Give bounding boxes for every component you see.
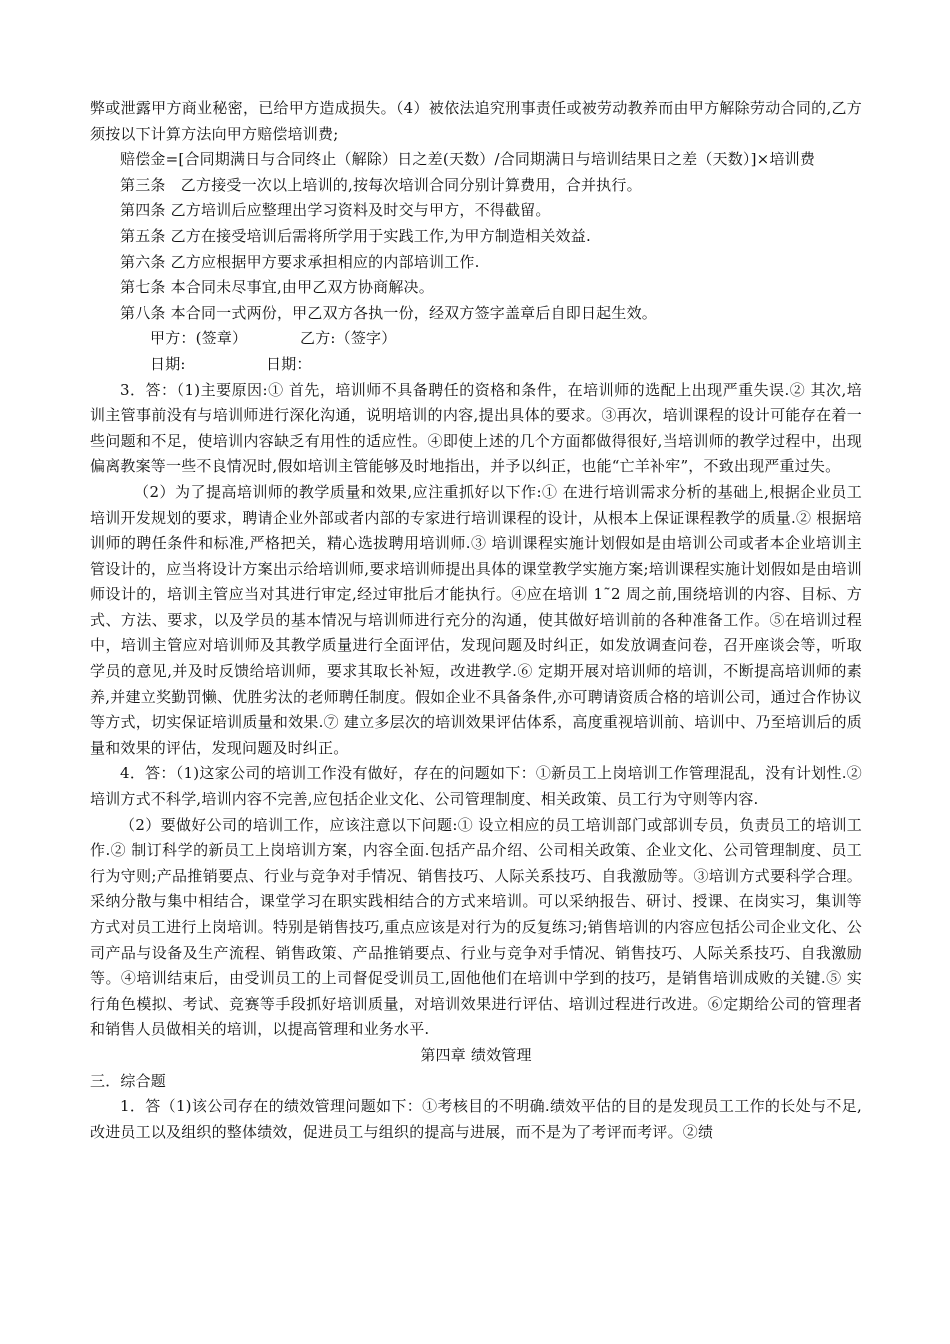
- answer-3-part-2: （2）为了提高培训师的教学质量和效果,应注重抓好以下作:① 在进行培训需求分析的基础上,根据企业员工培训开发规划的要求，聘请企业外部或者内部的专家进行培训课程的设计，从根本上保证课程教学的质量.② 根据培训师的聘任条件和标准,严格把关，精心选拔聘用培训师.③ 培训课程实施计划假如是由培训公司或者本企业培训主管设计的，应当将设计方案出示给培训师,要求培训师提出具体的课堂教学实施方案;培训课程实施计划假如是由培训师设计的，培训主管应当对其进行审定,经过审批后才能执行。④应在培训 1˜2 周之前,围绕培训的内容、目标、方式、方法、要求，以及学员的基本情况与培训师进行充分的沟通，使其做好培训前的各种准备工作。⑤在培训过程中，培训主管应对培训师及其教学质量进行全面评估，发现问题及时纠正，如发放调查问卷，召开座谈会等，听取学员的意见,并及时反馈给培训师，要求其取长补短，改进教学.⑥ 定期开展对培训师的培训，不断提高培训师的素养,并建立奖勤罚懒、优胜劣汰的老师聘任制度。假如企业不具备条件,亦可聘请资质合格的培训公司，通过合作协议等方式，切实保证培训质量和效果.⑦ 建立多层次的培训效果评估体系，高度重视培训前、培训中、乃至培训后的质量和效果的评估，发现问题及时纠正。: [90, 482, 862, 757]
- party-b-date: 日期：: [266, 354, 312, 373]
- answer-1-performance: 1．答（1)该公司存在的绩效管理问题如下：①考核目的不明确.绩效平估的目的是发现员工工作的长处与不足,改进员工以及组织的整体绩效，促进员工与组织的提高与进展，而不是为了考评而考评。②绩: [90, 1097, 862, 1141]
- article-4: 第四条 乙方培训后应整理出学习资料及时交与甲方，不得截留。: [120, 201, 551, 220]
- article-7: 第七条 本合同未尽事宜,由甲乙双方协商解决。: [120, 278, 434, 297]
- party-a-signature: 甲方：(签章）: [150, 329, 248, 348]
- section-heading: 三．综合题: [90, 1071, 167, 1090]
- paragraph-continuation: 弊或泄露甲方商业秘密，已给甲方造成损失。（4）被依法追究刑事责任或被劳动教养而由甲方解除劳动合同的,乙方须按以下计算方法向甲方赔偿培训费;: [90, 99, 862, 143]
- signature-line: [90, 326, 862, 352]
- answer-4-part-2: （2）要做好公司的培训工作，应该注意以下问题:① 设立相应的员工培训部门或部训专员，负责员工的培训工作.② 制订科学的新员工上岗培训方案，内容全面.包括产品介绍、公司相关政策、企业文化、公司管理制度、员工行为守则;产品推销要点、行业与竞争对手情况、销售技巧、人际关系技巧、自我激励等。③培训方式要科学合理。采纳分散与集中相结合，课堂学习在职实践相结合的方式来培训。可以采纳报告、研讨、授课、在岗实习，集训等方式对员工进行上岗培训。特别是销售技巧,重点应该是对行为的反复练习;销售培训的内容应包括公司企业文化、公司产品与设备及生产流程、销售政策、产品推销要点、行业与竞争对手情况、销售技巧、人际关系技巧、自我激励等。④培训结束后，由受训员工的上司督促受训员工,固他他们在培训中学到的技巧，是销售培训成败的关键.⑤ 实行角色模拟、考试、竞赛等手段抓好培训质量，对培训效果进行评估、培训过程进行改进。⑥定期给公司的管理者和销售人员做相关的培训，以提高管理和业务水平.: [90, 815, 862, 1039]
- article-3: 第三条 乙方接受一次以上培训的,按每次培训合同分别计算费用，合并执行。: [120, 175, 642, 194]
- chapter-title: 第四章 绩效管理: [420, 1045, 532, 1064]
- answer-4-part-1: 4．答：（1)这家公司的培训工作没有做好，存在的问题如下：①新员工上岗培训工作管理混乱，没有计划性.② 培训方式不科学,培训内容不完善,应包括企业文化、公司管理制度、相关政策、员工行为守则等内容.: [90, 764, 862, 809]
- article-5: 第五条 乙方在接受培训后需将所学用于实践工作,为甲方制造相关效益.: [120, 226, 591, 245]
- party-a-date: 日期:: [150, 354, 186, 373]
- party-b-signature: 乙方:（签字）: [300, 329, 397, 348]
- compensation-formula: 赔偿金=[合同期满日与合同终止（解除）日之差(天数）/合同期满日与培训结果日之差（天数）]×培训费: [120, 150, 816, 169]
- article-8: 第八条 本合同一式两份，甲乙双方各执一份，经双方签字盖章后自即日起生效。: [120, 303, 657, 322]
- article-6: 第六条 乙方应根据甲方要求承担相应的内部培训工作.: [120, 252, 480, 271]
- date-line: [90, 352, 862, 378]
- document-page: [90, 96, 862, 1145]
- answer-3-part-1: 3．答：（1)主要原因:① 首先，培训师不具备聘任的资格和条件，在培训师的选配上出现严重失误.② 其次,培训主管事前没有与培训师进行深化沟通，说明培训的内容,提出具体的要求。③再次，培训课程的设计可能存在着一些问题和不足，使培训内容缺乏有用性的适应性。④即使上述的几个方面都做得很好,当培训师的教学过程中，出现偏离教案等一些不良情况时,假如培训主管能够及时地指出，并予以纠正，也能“亡羊补牢”，不致出现严重过失。: [90, 380, 862, 476]
